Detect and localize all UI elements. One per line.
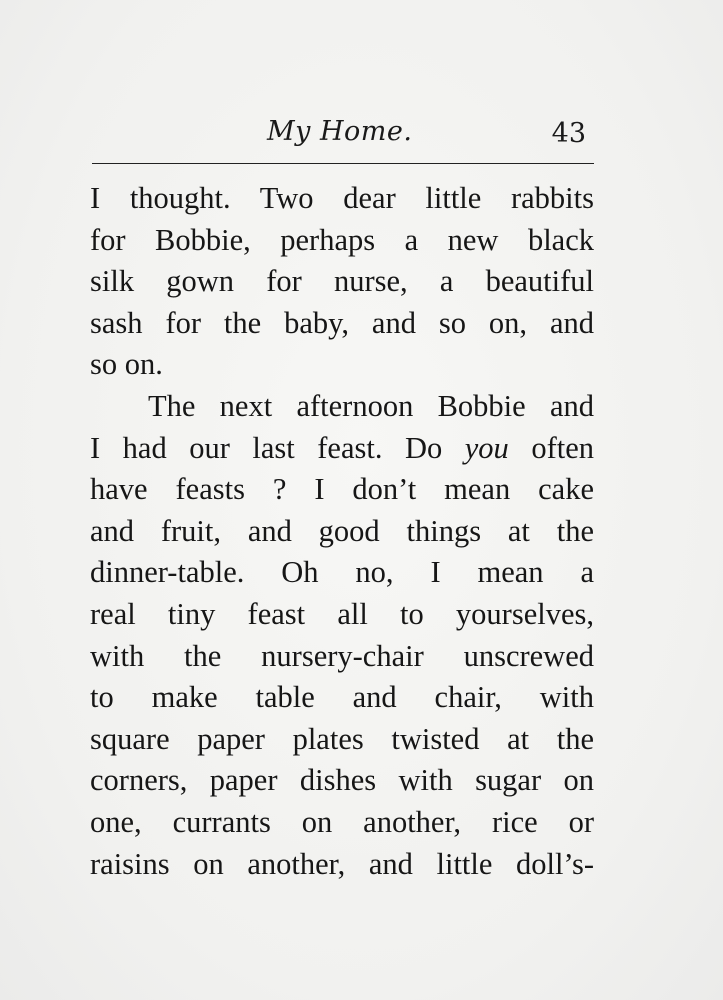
- text-segment: often: [508, 430, 594, 465]
- running-head: [92, 112, 592, 156]
- italic-emphasis: you: [464, 430, 509, 465]
- text-line: I thought. Two dear little rabbits: [90, 181, 594, 215]
- text-line: [90, 428, 594, 470]
- text-line: and fruit, and good things at the: [90, 513, 594, 548]
- page-number: 43: [551, 118, 586, 149]
- text-line: have feasts ? I don’t mean cake: [90, 472, 594, 507]
- text-line: real tiny feast all to yourselves,: [90, 596, 594, 631]
- text-line: square paper plates twisted at the: [90, 721, 594, 756]
- text-line: corners, paper dishes with sugar on: [90, 763, 594, 798]
- body-text: [90, 178, 594, 885]
- text-segment: I had our last feast. Do: [90, 430, 465, 465]
- text-line: sash for the baby, and so on, and: [90, 305, 594, 340]
- header-rule: [92, 163, 594, 164]
- text-line: raisins on another, and little doll’s-: [90, 846, 594, 881]
- text-line: to make table and chair, with: [90, 680, 594, 715]
- text-line: with the nursery-chair unscrewed: [90, 638, 594, 673]
- text-line: dinner-table. Oh no, I mean a: [90, 555, 594, 590]
- text-line-paragraph-end: so on.: [90, 347, 163, 382]
- running-title: My Home.: [267, 116, 413, 147]
- text-line: one, currants on another, rice or: [90, 804, 594, 839]
- text-line-paragraph-start: The next afternoon Bobbie and: [148, 388, 594, 423]
- text-line: for Bobbie, perhaps a new black: [90, 222, 594, 257]
- text-line: silk gown for nurse, a beautiful: [90, 264, 594, 299]
